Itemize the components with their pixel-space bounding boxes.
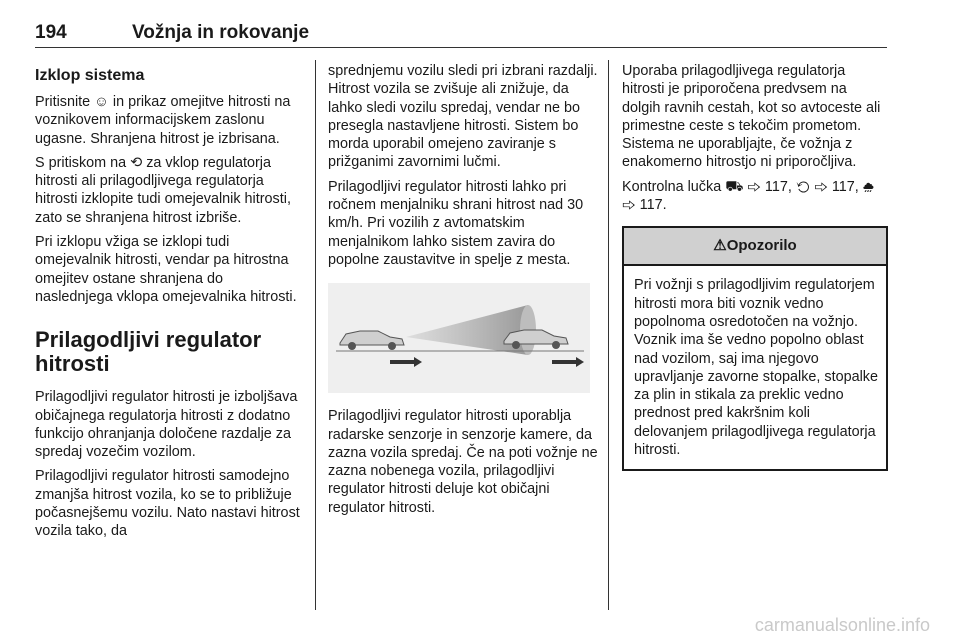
paragraph: Prilagodljivi regulator hitrosti uporablja radarske senzorje in senzorje kamere, da zazna vozila spredaj. Če na poti vožnje ne zazna nobenega vozila, prilagodljivi regulator hitrosti deluje kot običajni regulator hitrosti. (328, 408, 598, 516)
paragraph: sprednjemu vozilu sledi pri izbrani razdalji. Hitrost vozila se zvišuje ali znižuje, da lahko sledi vozilu spredaj, vendar ne bo presegla nastavljene hitrosti. Sistem bo morda uporabil omejeno zaviranje s prižganimi zavornimi lučmi. (328, 63, 598, 171)
column-divider (315, 60, 316, 610)
paragraph: Prilagodljivi regulator hitrosti je izboljšava običajnega regulatorja hitrosti z dodatno funkcijo ohranjanja določene razdalje za spredaj vozečim vozilom. (35, 389, 298, 461)
column-left (35, 62, 303, 547)
watermark: carmanualsonline.info (754, 615, 930, 635)
page-number: 194 (35, 22, 67, 43)
paragraph: Prilagodljivi regulator hitrosti samodejno zmanjša hitrost vozila, ko se to približuje počasnejšemu vozilu. Nato nastavi hitrost vozila tako, da (35, 468, 300, 540)
page-title: Vožnja in rokovanje (132, 22, 310, 43)
column-middle (328, 62, 598, 523)
radar-illustration (328, 283, 590, 393)
header-rule (35, 47, 887, 48)
paragraph: Pritisnite ☺ in prikaz omejitve hitrosti na voznikovem informacijskem zaslonu ugasne. Shranjena hitrost je izbrisana. (35, 94, 291, 147)
paragraph: Pri izklopu vžiga se izklopi tudi omejevalnik hitrosti, vendar pa hitrostna omejitev ostane shranjena do naslednjega vklopa omejevalnika hitrosti. (35, 234, 297, 305)
warning-text: Pri vožnji s prilagodljivim regulatorjem hitrosti mora biti voznik vedno popolnoma osredotočen na vožnjo. Voznik ima še vedno popolno oblast nad vozilom, saj ima njegovo upravljanje zavorne stopalke, stopalke za plin in stikala za preklic vedno prednost pred kakršnim koli delovanjem prilagodljivega regulatorja hitrosti. (634, 277, 878, 459)
section-heading-switch-off: Izklop sistema (35, 67, 145, 84)
section-heading-adaptive-cruise: Prilagodljivi regulator hitrosti (35, 327, 262, 377)
paragraph: S pritiskom na ⟲ za vklop regulatorja hitrosti ali prilagodljivega regulatorja hitrosti izklopite tudi omejevalnik hitrosti, zato se shranjena hitrost izbriše. (35, 154, 291, 226)
paragraph-indicator-refs: Kontrolna lučka ⛟ ⇨ 117, ⟲ ⇨ 117, ⛆ ⇨ 117. (622, 178, 875, 214)
radar-diagram (328, 283, 590, 393)
column-right (622, 62, 888, 471)
warning-box (622, 226, 888, 471)
warning-title: ⚠Opozorilo (624, 228, 886, 266)
paragraph: Prilagodljivi regulator hitrosti lahko pri ročnem menjalniku shrani hitrost nad 30 km/h. Pri vozilih z avtomatskim menjalnikom lahko sistem zavira do popolne zaustavitve in spelje z mesta. (328, 178, 584, 268)
paragraph: Uporaba prilagodljivega regulatorja hitrosti je priporočena predvsem na dolgih ravnih cestah, kot so avtoceste ali primestne ceste s tekočim prometom. Sistema ne uporabljajte, če vožnja z enakomerno hitrostjo ni priporočljiva. (622, 63, 881, 171)
column-divider (608, 60, 609, 610)
